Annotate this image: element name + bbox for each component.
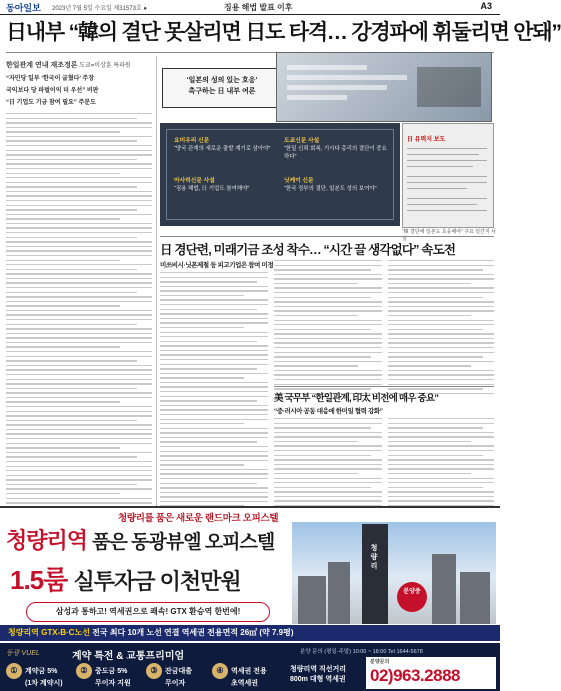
benefit-line-2: 초역세권	[231, 680, 259, 687]
benefit-item	[6, 663, 63, 689]
sales-phone-number: 02)963.2888	[370, 666, 460, 685]
story-3-subhead: “중·러시아 공동 대응에 한미일 협력 강화”	[274, 408, 383, 415]
benefit-item	[212, 663, 267, 689]
thumbnail-caption: “韓 결단에 일본도 호응해야” 주요 일간지 사설	[402, 229, 496, 242]
article-column-2	[160, 272, 268, 528]
article-column-5	[274, 418, 382, 510]
ad-separator	[0, 506, 500, 508]
subhead-3: “日 기업도 기금 참여 필요” 주문도	[6, 100, 96, 106]
ad-room-type: 1.5룸	[10, 565, 68, 595]
benefit-line-1: 역세권 전용	[231, 667, 267, 675]
infobox-item	[284, 177, 392, 193]
ad-brand-rest: 품은 동광뷰엘 오피스텔	[92, 532, 275, 553]
ad-tagline: 청량리를 품은 새로운 랜드마크 오피스텔	[118, 513, 279, 524]
news-photo	[276, 52, 492, 122]
story-2-subhead: 미쓰비시·닛폰제철 등 피고기업은 참여 미정	[160, 262, 274, 269]
page-number: A3	[480, 1, 492, 11]
story-3-headline: 美 국무부 “한일관계, 印太 비전에 매우 중요”	[274, 393, 439, 404]
column-divider	[156, 56, 157, 506]
infobox-item-text: “양국 관계의 새로운 출발 계기로 삼아야”	[174, 146, 271, 152]
benefit-line-1: 계약금 5%	[25, 667, 58, 675]
phone-label: 분양문의	[370, 659, 390, 665]
ad-schedule: 분양 문의 (평일·주말) 10:00 ~ 18:00 Tel 1644-5678	[300, 649, 423, 655]
infobox-item-title: 아사히신문 사설	[174, 178, 215, 184]
story-rule	[160, 236, 494, 237]
infobox-item-text: “징용 해법, 日 기업도 참여해야”	[174, 186, 250, 192]
ad-strip-highlight: 청량리역 GTX-B·C노선	[8, 628, 90, 637]
benefit-line-2: 무이자 지원	[95, 680, 131, 687]
newspaper-logo: 동아일보	[6, 3, 41, 13]
byline-title: 한일관계 연내 재조정론	[6, 62, 78, 69]
infobox-item-text: “한일 신뢰 회복, 기시다 총리의 결단이 중요하다”	[284, 146, 387, 160]
quote-line-2: 촉구하는 日 내부 여론	[188, 88, 256, 95]
story-2-headline: 日 경단련, 미래기금 조성 착수… “시간 끌 생각없다” 속도전	[160, 243, 456, 257]
ad-main-offer	[10, 560, 241, 597]
article-column-6	[388, 418, 494, 510]
article-column-3	[274, 260, 382, 397]
infobox-item-title: 요미우리 신문	[174, 138, 210, 144]
real-estate-advertisement	[0, 510, 500, 691]
editorial-infobox	[160, 123, 400, 226]
benefit-item	[76, 663, 131, 689]
benefit-line-1: 잔금대출	[165, 667, 193, 675]
ad-transit-pill: 삼성과 통하고! 역세권으로 쾌속! GTX 환승역 한번에!	[26, 602, 270, 622]
byline-reporter: 도쿄=이상훈 특파원	[79, 63, 131, 69]
section-title: 징용 해법 발표 이후	[224, 3, 293, 12]
subhead-1: “자민당 일부 ‘한국이 굽혔다’ 주장	[6, 76, 95, 82]
sale-badge: 분양중	[397, 582, 427, 612]
infobox-item-text: “한국 정부의 결단, 일본도 성의 보여야”	[284, 186, 377, 192]
ad-benefits-title: 계약 특전 & 교통프리미엄	[72, 651, 185, 662]
ad-brand-logo: 동광 VUEL	[6, 650, 40, 657]
thumbnail-label: 日 유력지 보도	[407, 137, 446, 143]
benefit-item	[290, 665, 346, 691]
article-column-4	[388, 260, 494, 397]
subhead-2: 국익보다 당 파벌이익 더 우선” 비판	[6, 88, 99, 94]
benefit-line-2: 800m 대형 역세권	[290, 676, 346, 683]
benefit-icon: ①	[6, 663, 22, 679]
quote-line-1: ‘일본의 성의 있는 호응’	[186, 77, 258, 84]
benefit-item	[146, 663, 192, 689]
infobox-item	[284, 137, 392, 161]
issue-date: 2023년 7월 5일 수요일 제31573호 ●	[52, 6, 148, 12]
benefit-line-2: 무이자	[165, 680, 186, 687]
tower-label: 청량리	[370, 545, 378, 570]
ad-brand-highlight: 청량리역	[6, 528, 88, 553]
sales-phone-box	[366, 657, 496, 689]
ad-benefits-bar	[0, 643, 500, 691]
benefit-line-1: 청량리역 직선거리	[290, 666, 347, 673]
benefit-icon: ④	[212, 663, 228, 679]
newspaper-thumbnail	[402, 123, 494, 228]
infobox-item-title: 닛케이 신문	[284, 178, 314, 184]
byline	[6, 60, 152, 70]
article-column-1	[6, 56, 152, 580]
infobox-item-title: 도쿄신문 사설	[284, 138, 320, 144]
story-rule	[274, 386, 494, 387]
ad-strip-text: 전국 최다 10개 노선 연결 역세권 전용면적 26㎡ (약 7.9평)	[89, 628, 294, 637]
quote-box	[162, 68, 282, 108]
ad-brand	[6, 524, 274, 555]
benefit-icon: ③	[146, 663, 162, 679]
infobox-item	[174, 177, 278, 193]
benefit-line-2: (1차 계약시)	[25, 680, 63, 687]
benefit-icon: ②	[76, 663, 92, 679]
main-headline: 日내부 “韓의 결단 못살리면 日도 타격… 강경파에 휘둘리면 안돼”	[6, 21, 561, 44]
infobox-item	[174, 137, 278, 153]
ad-transit-strip	[0, 625, 500, 641]
ad-investment: 실투자금 이천만원	[73, 569, 241, 594]
building-rendering	[292, 522, 496, 624]
masthead	[0, 0, 500, 15]
benefit-line-1: 중도금 5%	[95, 667, 128, 675]
